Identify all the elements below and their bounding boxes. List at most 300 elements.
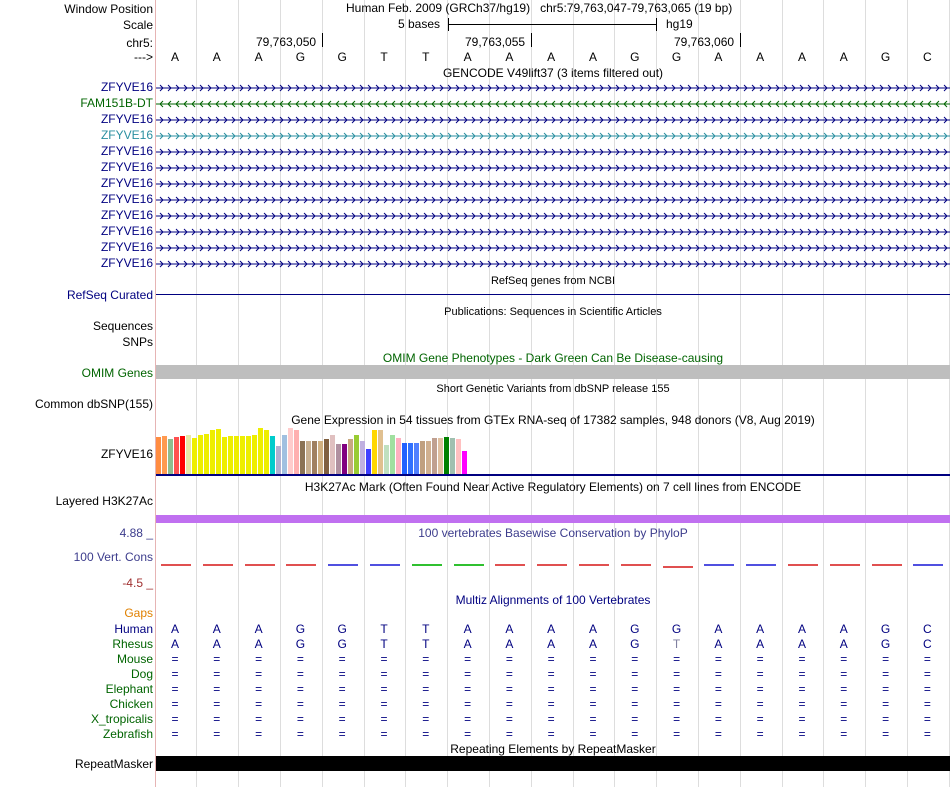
gtex-bar[interactable]	[450, 438, 455, 474]
multiz-base: =	[631, 652, 639, 666]
gencode-item-strand[interactable]	[156, 98, 950, 110]
gtex-baseline	[156, 474, 950, 476]
multiz-base: =	[589, 697, 597, 711]
gtex-bar[interactable]	[378, 430, 383, 474]
multiz-species-label[interactable]: Mouse	[116, 652, 153, 666]
coord-tick-mark-3	[740, 33, 741, 47]
gtex-bar[interactable]	[180, 436, 185, 474]
multiz-base: A	[797, 622, 806, 636]
multiz-base: =	[547, 667, 555, 681]
phylop-mark	[495, 564, 525, 566]
multiz-base: A	[714, 622, 723, 636]
publications-label-snps[interactable]: SNPs	[122, 335, 153, 349]
gtex-bar[interactable]	[204, 434, 209, 474]
multiz-base: G	[295, 622, 306, 636]
multiz-base: =	[714, 667, 722, 681]
coord-tick-mark-1	[322, 33, 323, 47]
multiz-base: T	[422, 622, 430, 636]
gtex-bar-chart[interactable]	[156, 428, 950, 474]
gtex-bar[interactable]	[288, 428, 293, 474]
multiz-base: =	[756, 667, 764, 681]
gtex-bar[interactable]	[282, 435, 287, 474]
multiz-base: =	[547, 652, 555, 666]
multiz-base: =	[547, 697, 555, 711]
gencode-item-label[interactable]: ZFYVE16	[100, 160, 153, 174]
phylop-mark	[537, 564, 567, 566]
multiz-base: =	[547, 682, 555, 696]
multiz-base: =	[464, 712, 472, 726]
multiz-base: =	[840, 727, 848, 741]
multiz-base: A	[839, 622, 848, 636]
gencode-item-label[interactable]: ZFYVE16	[100, 240, 153, 254]
phylop-mark	[328, 564, 358, 566]
chrom-label: chr5:	[126, 36, 153, 50]
gtex-title[interactable]: Gene Expression in 54 tissues from GTEx RNA-seq of 17382 samples, 948 donors (V8, Aug 2019)	[291, 413, 815, 427]
multiz-base: A	[505, 622, 514, 636]
phylop-min: -4.5 _	[122, 576, 153, 590]
gtex-bar[interactable]	[252, 435, 257, 474]
dbsnp-title[interactable]: Short Genetic Variants from dbSNP release 155	[436, 383, 670, 395]
multiz-base: =	[923, 727, 931, 741]
gtex-bar[interactable]	[186, 435, 191, 474]
multiz-base: G	[671, 622, 682, 636]
multiz-base: A	[170, 637, 179, 651]
multiz-base: =	[338, 682, 346, 696]
multiz-base: A	[212, 637, 221, 651]
multiz-base: =	[798, 667, 806, 681]
multiz-base: =	[380, 727, 388, 741]
multiz-base: =	[840, 682, 848, 696]
phylop-max: 4.88 _	[119, 526, 153, 540]
coord-tick-2: 79,763,055	[465, 35, 526, 49]
base-letter: A	[756, 50, 765, 64]
phylop-mark	[161, 564, 191, 566]
gencode-item-label[interactable]: ZFYVE16	[100, 128, 153, 142]
gtex-bar[interactable]	[324, 439, 329, 474]
gtex-bar[interactable]	[240, 436, 245, 474]
gencode-item-label[interactable]: ZFYVE16	[100, 192, 153, 206]
gencode-item-label[interactable]: FAM151B-DT	[80, 96, 153, 110]
multiz-base: =	[296, 667, 304, 681]
multiz-base: =	[798, 682, 806, 696]
multiz-base: =	[171, 652, 179, 666]
multiz-base: =	[422, 652, 430, 666]
multiz-base: =	[631, 712, 639, 726]
gencode-item-strand[interactable]	[156, 114, 950, 126]
base-letter: A	[588, 50, 597, 64]
multiz-species-label[interactable]: Chicken	[109, 697, 153, 711]
coord-tick-3: 79,763,060	[674, 35, 735, 49]
gtex-bar[interactable]	[384, 445, 389, 474]
multiz-base: =	[338, 652, 346, 666]
position-text: chr5:79,763,047-79,763,065 (19 bp)	[540, 1, 733, 15]
gencode-item-strand[interactable]	[156, 146, 950, 158]
multiz-base: =	[213, 652, 221, 666]
gtex-bar[interactable]	[390, 435, 395, 474]
multiz-base: =	[505, 697, 513, 711]
multiz-base: =	[673, 682, 681, 696]
gtex-bar[interactable]	[222, 437, 227, 474]
multiz-base: =	[589, 682, 597, 696]
multiz-base: =	[380, 667, 388, 681]
gtex-bar[interactable]	[318, 441, 323, 474]
multiz-base: =	[882, 667, 890, 681]
multiz-base: =	[756, 712, 764, 726]
multiz-base: =	[171, 697, 179, 711]
gencode-item-label[interactable]: ZFYVE16	[100, 112, 153, 126]
multiz-species-label[interactable]: X_tropicalis	[90, 712, 153, 726]
multiz-base: =	[296, 712, 304, 726]
phylop-mark	[454, 564, 484, 566]
gencode-item-strand[interactable]	[156, 130, 950, 142]
multiz-base: =	[714, 712, 722, 726]
base-letter: A	[170, 50, 179, 64]
gtex-bar[interactable]	[402, 443, 407, 474]
multiz-base: G	[880, 622, 891, 636]
multiz-base: =	[505, 667, 513, 681]
multiz-base: =	[213, 712, 221, 726]
gtex-bar[interactable]	[414, 443, 419, 474]
multiz-base: =	[422, 682, 430, 696]
base-letter: A	[505, 50, 514, 64]
gencode-title[interactable]: GENCODE V49lift37 (3 items filtered out)	[442, 66, 664, 80]
multiz-base: =	[631, 697, 639, 711]
gencode-item-strand[interactable]	[156, 82, 950, 94]
multiz-base: =	[255, 712, 263, 726]
base-letter: G	[671, 50, 682, 64]
multiz-base: =	[673, 667, 681, 681]
phylop-title[interactable]: 100 vertebrates Basewise Conservation by PhyloP	[418, 526, 688, 540]
gtex-bar[interactable]	[426, 441, 431, 474]
gtex-bar[interactable]	[456, 439, 461, 474]
multiz-base: G	[337, 637, 347, 651]
multiz-base: =	[840, 697, 848, 711]
gtex-bar[interactable]	[366, 449, 371, 474]
multiz-species-label[interactable]: Elephant	[105, 682, 153, 696]
multiz-base: =	[213, 682, 221, 696]
multiz-base: =	[756, 727, 764, 741]
multiz-base: =	[923, 697, 931, 711]
refseq-label[interactable]: RefSeq Curated	[66, 288, 153, 302]
gtex-bar[interactable]	[330, 435, 335, 474]
gencode-item-strand[interactable]	[156, 194, 950, 206]
gtex-bar[interactable]	[408, 443, 413, 474]
h3k27ac-label[interactable]: Layered H3K27Ac	[55, 494, 153, 508]
refseq-title[interactable]: RefSeq genes from NCBI	[490, 275, 616, 287]
gencode-item-label[interactable]: ZFYVE16	[100, 176, 153, 190]
multiz-base: =	[213, 667, 221, 681]
base-letter: A	[714, 50, 723, 64]
scale-text: 5 bases	[398, 17, 441, 31]
multiz-base: =	[882, 712, 890, 726]
gtex-bar[interactable]	[306, 441, 311, 474]
multiz-base: A	[212, 622, 221, 636]
gtex-bar[interactable]	[432, 438, 437, 474]
multiz-base: =	[213, 727, 221, 741]
multiz-base: =	[840, 652, 848, 666]
multiz-base: =	[422, 667, 430, 681]
multiz-base: =	[380, 682, 388, 696]
multiz-base: A	[254, 622, 263, 636]
multiz-base: =	[756, 682, 764, 696]
multiz-base: =	[505, 727, 513, 741]
phylop-mark	[579, 564, 609, 566]
multiz-base: =	[714, 697, 722, 711]
gencode-item-label[interactable]: ZFYVE16	[100, 208, 153, 222]
multiz-base: =	[338, 697, 346, 711]
multiz-base: =	[714, 727, 722, 741]
multiz-base: A	[463, 622, 472, 636]
multiz-base: =	[171, 667, 179, 681]
gencode-item-strand[interactable]	[156, 226, 950, 238]
multiz-base: =	[171, 727, 179, 741]
multiz-base: A	[547, 622, 556, 636]
multiz-species-label[interactable]: Dog	[130, 667, 153, 681]
gtex-bar[interactable]	[270, 436, 275, 474]
gtex-bar[interactable]	[174, 437, 179, 474]
multiz-species-label[interactable]: Zebrafish	[102, 727, 153, 741]
multiz-base: =	[840, 712, 848, 726]
multiz-base: =	[631, 682, 639, 696]
gencode-item-strand[interactable]	[156, 178, 950, 190]
multiz-base: A	[797, 637, 806, 651]
gtex-bar[interactable]	[300, 441, 305, 474]
multiz-base: A	[547, 637, 556, 651]
multiz-base: G	[295, 637, 306, 651]
multiz-base: =	[464, 727, 472, 741]
phylop-mark	[788, 564, 818, 566]
gtex-bar[interactable]	[264, 430, 269, 474]
gtex-bar[interactable]	[420, 441, 425, 474]
h3k27ac-signal[interactable]	[156, 515, 950, 523]
gtex-bar[interactable]	[258, 428, 263, 474]
gtex-bar[interactable]	[444, 437, 449, 474]
multiz-base: A	[756, 637, 765, 651]
multiz-base: =	[255, 697, 263, 711]
omim-bar[interactable]	[156, 365, 950, 379]
gtex-bar[interactable]	[462, 451, 467, 474]
gtex-bar[interactable]	[156, 437, 161, 474]
gtex-bar[interactable]	[168, 439, 173, 474]
gtex-bar[interactable]	[312, 441, 317, 474]
gtex-bar[interactable]	[342, 444, 347, 474]
gtex-bar[interactable]	[276, 446, 281, 474]
phylop-mark	[704, 564, 734, 566]
publications-title[interactable]: Publications: Sequences in Scientific Articles	[444, 306, 662, 318]
gencode-item-label[interactable]: ZFYVE16	[100, 256, 153, 270]
multiz-base: =	[505, 712, 513, 726]
multiz-base: =	[296, 727, 304, 741]
multiz-base: =	[422, 727, 430, 741]
multiz-base: T	[380, 637, 388, 651]
multiz-base: =	[798, 652, 806, 666]
coord-tick-mark-2	[531, 33, 532, 47]
base-letter: G	[630, 50, 640, 64]
multiz-base: =	[673, 712, 681, 726]
window-position-label: Window Position	[64, 2, 153, 16]
phylop-mark	[830, 564, 860, 566]
publications-label-sequences[interactable]: Sequences	[92, 319, 153, 333]
multiz-species-label[interactable]: Rhesus	[112, 637, 153, 651]
gencode-item-label[interactable]: ZFYVE16	[100, 224, 153, 238]
gencode-item-label[interactable]: ZFYVE16	[100, 80, 153, 94]
multiz-species-label[interactable]: Human	[114, 622, 153, 636]
multiz-base: =	[464, 697, 472, 711]
scale-bar-left-tick	[448, 18, 449, 31]
repeatmasker-block[interactable]	[156, 756, 950, 771]
multiz-base: A	[588, 622, 597, 636]
multiz-base: C	[923, 622, 932, 636]
base-letter: T	[422, 50, 430, 64]
multiz-base: =	[296, 652, 304, 666]
gtex-bar[interactable]	[216, 429, 221, 474]
repeatmasker-title[interactable]: Repeating Elements by RepeatMasker	[450, 742, 656, 756]
multiz-base: =	[589, 652, 597, 666]
multiz-base: =	[255, 667, 263, 681]
base-letter: G	[295, 50, 306, 64]
base-letter: A	[212, 50, 221, 64]
gtex-bar[interactable]	[360, 441, 365, 474]
gaps-label[interactable]: Gaps	[124, 606, 153, 620]
multiz-base: =	[296, 682, 304, 696]
phylop-mark	[412, 564, 442, 566]
gtex-bar[interactable]	[198, 435, 203, 474]
strand-label: --->	[134, 50, 153, 64]
multiz-base: T	[422, 637, 430, 651]
multiz-base: A	[505, 637, 514, 651]
multiz-base: =	[882, 697, 890, 711]
multiz-base: =	[255, 652, 263, 666]
base-letter: G	[337, 50, 347, 64]
refseq-line[interactable]	[156, 294, 950, 295]
multiz-base: =	[380, 697, 388, 711]
base-letter: A	[797, 50, 806, 64]
multiz-base: A	[254, 637, 263, 651]
gtex-bar[interactable]	[354, 435, 359, 474]
gtex-bar[interactable]	[294, 430, 299, 474]
multiz-base: A	[756, 622, 765, 636]
multiz-base: =	[380, 652, 388, 666]
omim-label[interactable]: OMIM Genes	[81, 366, 153, 380]
multiz-base: =	[213, 697, 221, 711]
multiz-base: =	[255, 727, 263, 741]
phylop-mark	[913, 564, 943, 566]
multiz-base: =	[171, 712, 179, 726]
gtex-bar[interactable]	[162, 436, 167, 474]
multiz-base: =	[673, 652, 681, 666]
multiz-base: =	[464, 667, 472, 681]
gtex-bar[interactable]	[348, 439, 353, 474]
multiz-base: =	[714, 682, 722, 696]
multiz-base: G	[880, 637, 891, 651]
omim-title[interactable]: OMIM Gene Phenotypes - Dark Green Can Be Disease-causing	[382, 351, 724, 365]
phylop-mark	[621, 564, 651, 566]
multiz-base: =	[631, 667, 639, 681]
dbsnp-label[interactable]: Common dbSNP(155)	[34, 397, 153, 411]
multiz-base: C	[923, 637, 932, 651]
multiz-base: =	[589, 712, 597, 726]
multiz-base: =	[882, 727, 890, 741]
gtex-bar[interactable]	[246, 436, 251, 474]
multiz-base: =	[840, 667, 848, 681]
multiz-base: =	[882, 652, 890, 666]
multiz-base: =	[547, 712, 555, 726]
multiz-base: =	[589, 727, 597, 741]
gtex-bar[interactable]	[210, 430, 215, 474]
phylop-mark	[872, 564, 902, 566]
multiz-base: =	[171, 682, 179, 696]
multiz-base: =	[923, 682, 931, 696]
scale-bar	[448, 24, 656, 25]
gencode-item-strand[interactable]	[156, 258, 950, 270]
phylop-mark	[245, 564, 275, 566]
multiz-base: =	[464, 652, 472, 666]
base-letter: C	[923, 50, 932, 64]
gtex-label[interactable]: ZFYVE16	[100, 447, 153, 461]
multiz-base: A	[714, 637, 723, 651]
multiz-base: =	[422, 697, 430, 711]
gencode-item-strand[interactable]	[156, 242, 950, 254]
gencode-item-strand[interactable]	[156, 162, 950, 174]
gtex-bar[interactable]	[234, 436, 239, 474]
assembly-title: Human Feb. 2009 (GRCh37/hg19) chr5:79,763,047-79,763,065 (19 bp)	[346, 1, 733, 15]
multiz-base: =	[505, 682, 513, 696]
phylop-label[interactable]: 100 Vert. Cons	[73, 550, 153, 564]
h3k27ac-title[interactable]: H3K27Ac Mark (Often Found Near Active Regulatory Elements) on 7 cell lines from ENCODE	[304, 480, 802, 494]
gencode-item-strand[interactable]	[156, 210, 950, 222]
base-letter: A	[254, 50, 263, 64]
multiz-base: =	[255, 682, 263, 696]
multiz-base: =	[798, 712, 806, 726]
multiz-base: =	[756, 697, 764, 711]
multiz-base: =	[422, 712, 430, 726]
multiz-base: =	[338, 727, 346, 741]
base-letter: A	[463, 50, 472, 64]
base-letter: G	[880, 50, 891, 64]
multiz-base: A	[463, 637, 472, 651]
multiz-base: =	[714, 652, 722, 666]
gtex-bar[interactable]	[192, 438, 197, 474]
phylop-mark	[203, 564, 233, 566]
multiz-base: T	[380, 622, 388, 636]
multiz-base: A	[839, 637, 848, 651]
multiz-base: G	[337, 622, 347, 636]
gtex-bar[interactable]	[396, 438, 401, 474]
gtex-bar[interactable]	[336, 444, 341, 474]
gtex-bar[interactable]	[438, 438, 443, 474]
phylop-mark	[370, 564, 400, 566]
multiz-base: T	[672, 637, 681, 651]
multiz-base: =	[380, 712, 388, 726]
multiz-base: =	[589, 667, 597, 681]
gtex-bar[interactable]	[372, 430, 377, 474]
base-letter: T	[380, 50, 388, 64]
multiz-base: =	[798, 697, 806, 711]
multiz-base: =	[798, 727, 806, 741]
gencode-item-label[interactable]: ZFYVE16	[100, 144, 153, 158]
multiz-base: =	[673, 697, 681, 711]
gtex-bar[interactable]	[228, 436, 233, 474]
multiz-base: =	[464, 682, 472, 696]
multiz-title[interactable]: Multiz Alignments of 100 Vertebrates	[455, 593, 651, 607]
phylop-mark	[663, 566, 693, 568]
repeatmasker-label[interactable]: RepeatMasker	[74, 757, 153, 771]
multiz-base: =	[296, 697, 304, 711]
multiz-base: =	[756, 652, 764, 666]
phylop-mark	[746, 564, 776, 566]
base-letter: A	[839, 50, 848, 64]
multiz-base: =	[923, 652, 931, 666]
